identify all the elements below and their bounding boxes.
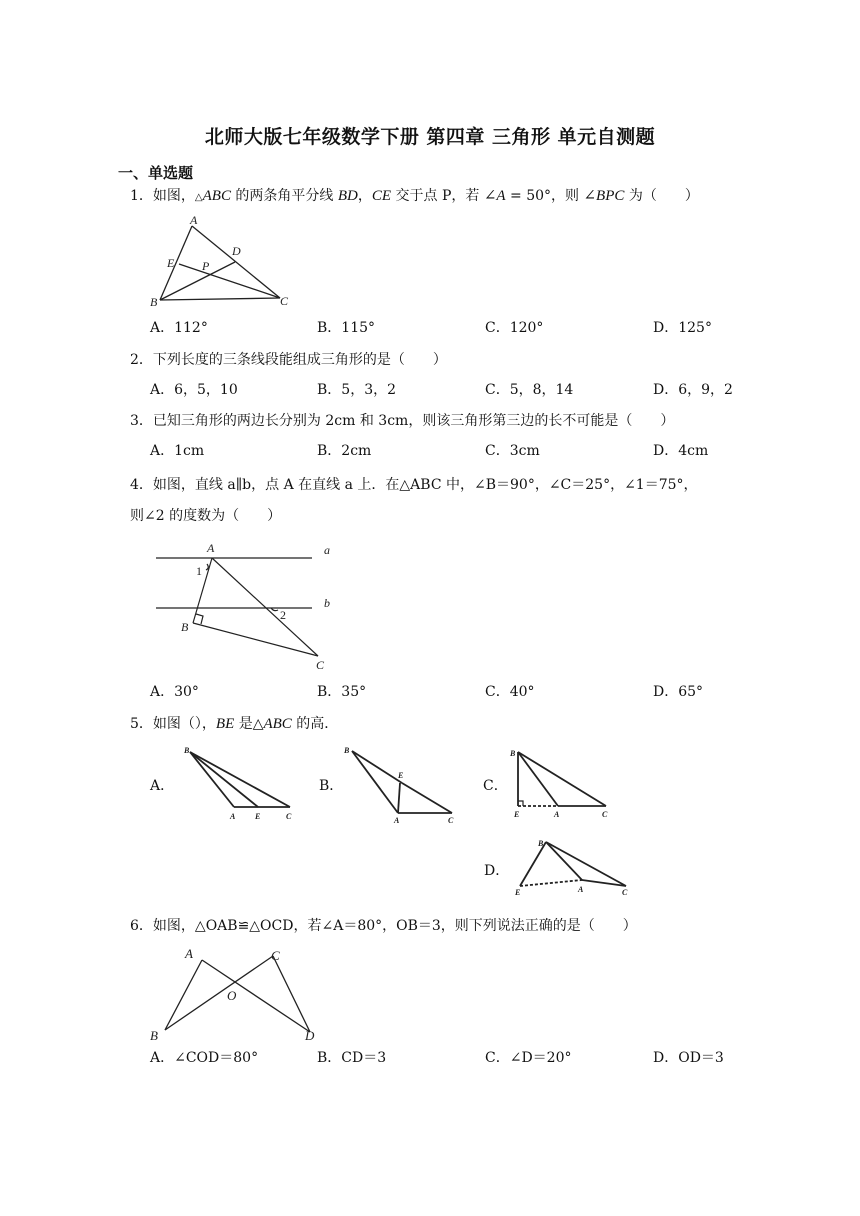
q2-option-d[interactable]: D．6，9，2 bbox=[653, 382, 733, 398]
label-B: B bbox=[150, 295, 158, 309]
q2-option-b[interactable]: B．5，3，2 bbox=[317, 382, 397, 398]
label-A: A bbox=[185, 946, 193, 961]
svg-text:B: B bbox=[538, 839, 544, 848]
q5-option-d-figure[interactable] bbox=[510, 834, 635, 899]
question-1: 1．如图，△ABC 的两条角平分线 BD，CE 交于点 P，若 ∠A = 50°，则 ∠BPC 为（ ） bbox=[130, 188, 699, 204]
question-number: 4． bbox=[130, 477, 153, 493]
page-title: 北师大版七年级数学下册 第四章 三角形 单元自测题 bbox=[204, 126, 656, 148]
q3-option-a[interactable]: A．1cm bbox=[150, 443, 205, 459]
q2-option-c[interactable]: C．5，8，14 bbox=[485, 382, 574, 398]
q4-option-b[interactable]: B．35° bbox=[317, 684, 367, 700]
label-C: C bbox=[280, 294, 289, 308]
label-D: D bbox=[305, 1028, 315, 1042]
svg-text:A: A bbox=[394, 816, 400, 825]
label-A: A bbox=[207, 541, 215, 555]
label-B: B bbox=[150, 1028, 158, 1042]
q6-option-a[interactable]: A．∠COD＝80° bbox=[150, 1050, 259, 1066]
q4-option-a[interactable]: A．30° bbox=[150, 684, 199, 700]
label-P: P bbox=[202, 259, 210, 273]
question-3: 3．已知三角形的两边长分别为 2cm 和 3cm，则该三角形第三边的长不可能是（ ） bbox=[130, 413, 675, 429]
svg-text:C: C bbox=[622, 888, 628, 897]
svg-text:E: E bbox=[398, 771, 404, 780]
svg-text:A: A bbox=[578, 885, 584, 894]
q5-option-a-figure[interactable] bbox=[180, 745, 300, 825]
question-number: 6． bbox=[130, 918, 153, 934]
q4-option-d[interactable]: D．65° bbox=[653, 684, 704, 700]
q1-triangle-figure bbox=[140, 212, 310, 312]
question-5: 5．如图（），BE 是△ABC 的高． bbox=[130, 716, 339, 732]
svg-text:B: B bbox=[510, 749, 516, 758]
label-angle-2: 2 bbox=[280, 608, 286, 622]
q1-option-a[interactable]: A．112° bbox=[150, 320, 208, 336]
q5-option-b-figure[interactable] bbox=[340, 745, 470, 825]
label-A: A bbox=[190, 213, 198, 227]
q6-congruent-triangles-figure bbox=[145, 942, 325, 1042]
svg-text:E: E bbox=[514, 810, 520, 819]
q5-option-c-figure[interactable] bbox=[508, 746, 628, 821]
q6-option-b[interactable]: B．CD＝3 bbox=[317, 1050, 387, 1066]
svg-text:A: A bbox=[554, 810, 560, 819]
question-number: 5． bbox=[130, 716, 153, 732]
q5-option-c[interactable]: C． bbox=[483, 778, 508, 794]
q3-option-c[interactable]: C．3cm bbox=[485, 443, 540, 459]
svg-text:C: C bbox=[448, 816, 454, 825]
svg-text:C: C bbox=[602, 810, 608, 819]
q6-option-c[interactable]: C．∠D＝20° bbox=[485, 1050, 572, 1066]
q4-option-c[interactable]: C．40° bbox=[485, 684, 535, 700]
q1-option-d[interactable]: D．125° bbox=[653, 320, 712, 336]
svg-text:C: C bbox=[286, 812, 292, 821]
q3-option-b[interactable]: B．2cm bbox=[317, 443, 372, 459]
section-heading: 一、单选题 bbox=[118, 164, 194, 182]
label-D: D bbox=[232, 244, 241, 258]
q4-parallel-lines-figure bbox=[148, 536, 348, 676]
question-number: 2． bbox=[130, 352, 153, 368]
question-6: 6．如图，△OAB≌△OCD，若∠A＝80°，OB＝3，则下列说法正确的是（ ） bbox=[130, 918, 637, 934]
label-C: C bbox=[316, 658, 325, 672]
question-number: 3． bbox=[130, 413, 153, 429]
svg-text:B: B bbox=[344, 746, 350, 755]
question-4-line2: 则∠2 的度数为（ ） bbox=[130, 508, 282, 524]
label-line-b: b bbox=[324, 596, 330, 610]
q5-option-b[interactable]: B． bbox=[319, 778, 344, 794]
q5-option-d[interactable]: D． bbox=[484, 863, 510, 879]
q1-option-c[interactable]: C．120° bbox=[485, 320, 544, 336]
svg-text:A: A bbox=[230, 812, 236, 821]
q2-option-a[interactable]: A．6，5，10 bbox=[150, 382, 238, 398]
label-C: C bbox=[271, 948, 280, 963]
label-E: E bbox=[167, 256, 175, 270]
svg-text:E: E bbox=[255, 812, 261, 821]
svg-text:B: B bbox=[184, 746, 190, 755]
question-number: 1． bbox=[130, 188, 153, 204]
label-O: O bbox=[227, 988, 237, 1003]
question-4: 4．如图，直线 a∥b，点 A 在直线 a 上．在△ABC 中，∠B＝90°，∠C＝25°，∠1＝75°， bbox=[130, 477, 698, 493]
svg-text:E: E bbox=[515, 888, 521, 897]
label-line-a: a bbox=[324, 543, 330, 557]
q3-option-d[interactable]: D．4cm bbox=[653, 443, 709, 459]
q6-option-d[interactable]: D．OD＝3 bbox=[653, 1050, 724, 1066]
q5-option-a[interactable]: A． bbox=[150, 778, 175, 794]
q1-option-b[interactable]: B．115° bbox=[317, 320, 376, 336]
label-angle-1: 1 bbox=[196, 564, 202, 578]
label-B: B bbox=[181, 620, 189, 634]
question-2: 2．下列长度的三条线段能组成三角形的是（ ） bbox=[130, 352, 447, 368]
